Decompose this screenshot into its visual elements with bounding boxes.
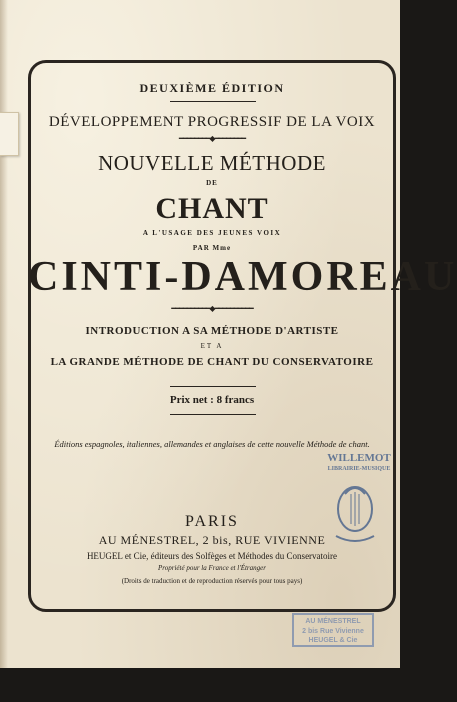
property-note: Propriété pour la France et l'Étranger — [158, 564, 266, 572]
intro-line: INTRODUCTION A SA MÉTHODE D'ARTISTE — [85, 325, 339, 337]
publisher-line-1: AU MÉNESTREL, 2 bis, RUE VIVIENNE — [98, 533, 326, 547]
title-de: DE — [206, 179, 218, 187]
spine-shadow — [0, 0, 8, 668]
stamp-text: AU MÉNESTREL — [305, 618, 361, 625]
rights-note: (Droits de traduction et de reproduction réservés pour tous pays) — [121, 577, 303, 585]
subtitle: DÉVELOPPEMENT PROGRESSIF DE LA VOIX — [48, 114, 376, 130]
title-line-2: CHANT — [155, 192, 269, 225]
tape-strip — [0, 112, 19, 156]
lyre-icon — [330, 476, 380, 550]
author-name: CINTI-DAMOREAU — [28, 254, 457, 300]
seller-stamp — [292, 613, 374, 647]
ornament-divider: ━━━━━━━━◆━━━━━━━━ — [178, 134, 246, 143]
edition-label: DEUXIÈME ÉDITION — [139, 81, 285, 95]
grande-methode-line: LA GRANDE MÉTHODE DE CHANT DU CONSERVATOIRE — [50, 356, 374, 368]
divider-rule — [170, 414, 256, 415]
stamp-text: WILLEMOT — [327, 452, 391, 464]
publisher-line-2: HEUGEL et Cie, éditeurs des Solfèges et Méthodes du Conservatoire — [86, 551, 338, 561]
stamp-text: LIBRAIRIE-MUSIQUE — [327, 466, 391, 472]
usage-line: A L'USAGE DES JEUNES VOIX — [142, 229, 282, 237]
city-label: PARIS — [185, 513, 239, 530]
editions-note: Éditions espagnoles, italiennes, allemandes et anglaises de cette nouvelle Méthode de chant. — [54, 439, 370, 449]
price-label: Prix net : 8 francs — [169, 394, 255, 406]
stamp-text: HEUGEL & Cie — [308, 637, 358, 644]
title-line-1: NOUVELLE MÉTHODE — [98, 151, 326, 175]
divider-rule — [170, 386, 256, 387]
par-label: PAR Mme — [192, 244, 232, 252]
ornament-divider: ━━━━━━━━━━◆━━━━━━━━━━ — [171, 304, 253, 313]
divider-rule — [170, 101, 256, 102]
dealer-stamp — [314, 452, 404, 560]
et-a-label: ET A — [200, 342, 224, 350]
stamp-text: 2 bis Rue Vivienne — [302, 628, 364, 635]
